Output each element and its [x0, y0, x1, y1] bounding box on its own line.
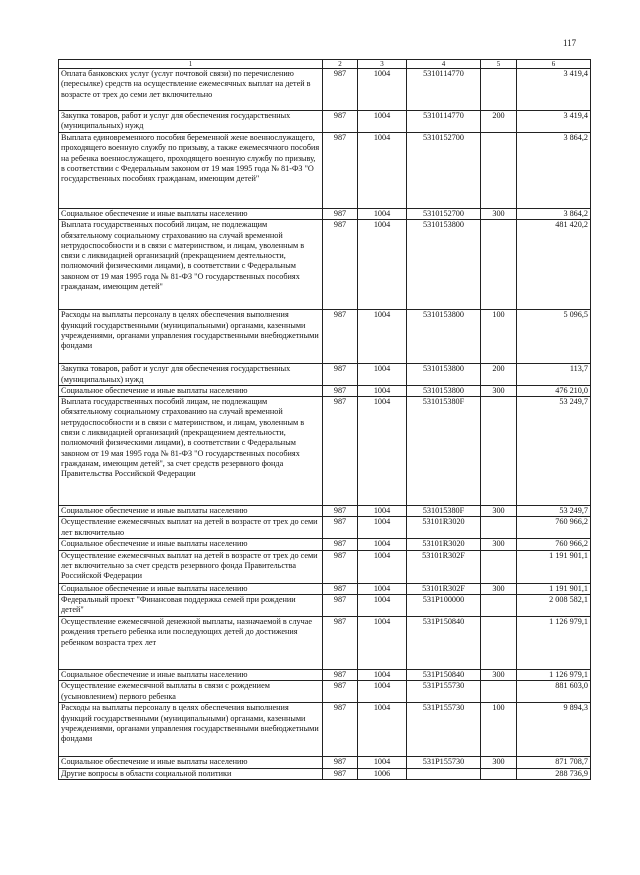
- cell-vr: 200: [481, 364, 517, 386]
- cell-vr: [481, 69, 517, 111]
- cell-rz: 1004: [358, 703, 407, 757]
- cell-grbs: 987: [323, 757, 358, 768]
- cell-csr: 5310114770: [407, 111, 481, 133]
- table-row: [59, 703, 591, 757]
- cell-sum: 1 126 979,1: [517, 617, 591, 670]
- cell-csr: 531015380F: [407, 397, 481, 506]
- cell-rz: 1004: [358, 670, 407, 681]
- cell-csr: 531015380F: [407, 506, 481, 517]
- cell-sum: 3 419,4: [517, 111, 591, 133]
- cell-name: Осуществление ежемесячных выплат на детей в возрасте от трех до семи лет включительно за счет средств резервного фонда Правительства Российской Федерации: [59, 550, 323, 583]
- cell-rz: 1004: [358, 595, 407, 617]
- cell-sum: 53 249,7: [517, 397, 591, 506]
- cell-rz: 1004: [358, 757, 407, 768]
- page-number: 117: [563, 38, 577, 48]
- table-row: [59, 69, 591, 111]
- cell-vr: 300: [481, 506, 517, 517]
- cell-csr: 531P150840: [407, 617, 481, 670]
- cell-rz: 1004: [358, 517, 407, 539]
- cell-sum: 113,7: [517, 364, 591, 386]
- table-row: [59, 681, 591, 703]
- cell-name: Осуществление ежемесячных выплат на детей в возрасте от трех до семи лет включительно: [59, 517, 323, 539]
- cell-rz: 1004: [358, 583, 407, 594]
- cell-grbs: 987: [323, 595, 358, 617]
- cell-rz: 1004: [358, 681, 407, 703]
- cell-rz: 1004: [358, 550, 407, 583]
- table-row: [59, 385, 591, 396]
- cell-vr: 200: [481, 111, 517, 133]
- cell-rz: 1004: [358, 385, 407, 396]
- cell-sum: 5 096,5: [517, 310, 591, 364]
- cell-csr: 531P100000: [407, 595, 481, 617]
- table-row: [59, 364, 591, 386]
- cell-rz: 1004: [358, 133, 407, 209]
- cell-grbs: 987: [323, 310, 358, 364]
- table-row: [59, 617, 591, 670]
- cell-rz: 1004: [358, 220, 407, 310]
- cell-grbs: 987: [323, 209, 358, 220]
- cell-csr: [407, 768, 481, 779]
- cell-grbs: 987: [323, 681, 358, 703]
- cell-name: Социальное обеспечение и иные выплаты населению: [59, 209, 323, 220]
- table-row: [59, 768, 591, 779]
- cell-csr: 5310153800: [407, 220, 481, 310]
- cell-rz: 1004: [358, 617, 407, 670]
- cell-name: Выплата государственных пособий лицам, не подлежащим обязательному социальному страхованию на случай временной нетрудоспособности и в связи с материнством, и лицам, уволенным в связи с ликвидацией организаций (прекращением деятельности, полномочий физическими лицами), в соответствии с Федеральным законом от 19 мая 1995 года № 81-ФЗ "О государственных пособиях гражданам, имеющим детей": [59, 220, 323, 310]
- cell-vr: 300: [481, 539, 517, 550]
- cell-grbs: 987: [323, 397, 358, 506]
- cell-name: Расходы на выплаты персоналу в целях обеспечения выполнения функций государственными (муниципальными) органами, казенными учреждениями, органами управления государственными внебюджетными фондами: [59, 310, 323, 364]
- table-row: [59, 517, 591, 539]
- cell-sum: 760 966,2: [517, 517, 591, 539]
- cell-grbs: 987: [323, 133, 358, 209]
- cell-sum: 881 603,0: [517, 681, 591, 703]
- table-row: [59, 583, 591, 594]
- cell-sum: 871 708,7: [517, 757, 591, 768]
- cell-grbs: 987: [323, 583, 358, 594]
- cell-name: Выплата единовременного пособия беременной жене военнослужащего, проходящего военную службу по призыву, а также ежемесячного пособия на ребенка военнослужащего, проходящего военную службу по призыву, в соответствии с Федеральным законом от 19 мая 1995 года № 81-ФЗ "О государственных пособиях гражданам, имеющим детей": [59, 133, 323, 209]
- header-col-6: 6: [517, 60, 591, 69]
- cell-sum: 9 894,3: [517, 703, 591, 757]
- cell-vr: 300: [481, 583, 517, 594]
- cell-vr: 300: [481, 670, 517, 681]
- cell-sum: 760 966,2: [517, 539, 591, 550]
- cell-vr: [481, 220, 517, 310]
- cell-name: Расходы на выплаты персоналу в целях обеспечения выполнения функций государственными (муниципальными) органами, казенными учреждениями, органами управления государственными внебюджетными фондами: [59, 703, 323, 757]
- cell-name: Оплата банковских услуг (услуг почтовой связи) по перечислению (пересылке) средств на осуществление ежемесячных выплат на детей в возрасте от трех до семи лет включительно: [59, 69, 323, 111]
- cell-sum: 3 419,4: [517, 69, 591, 111]
- table-row: [59, 550, 591, 583]
- cell-name: Закупка товаров, работ и услуг для обеспечения государственных (муниципальных) нужд: [59, 364, 323, 386]
- cell-rz: 1004: [358, 397, 407, 506]
- cell-csr: 53101R302F: [407, 583, 481, 594]
- cell-name: Выплата государственных пособий лицам, не подлежащим обязательному социальному страхованию на случай временной нетрудоспособности и в связи с материнством, и лицам, уволенным в связи с ликвидацией организаций (прекращением деятельности, полномочий физическими лицами), в соответствии с Федеральным законом от 19 мая 1995 года № 81-ФЗ "О государственных пособиях гражданам, имеющим детей", за счет средств резервного фонда Правительства Российской Федерации: [59, 397, 323, 506]
- cell-grbs: 987: [323, 539, 358, 550]
- table-row: [59, 209, 591, 220]
- cell-name: Осуществление ежемесячной выплаты в связи с рождением (усыновлением) первого ребенка: [59, 681, 323, 703]
- table-row: [59, 539, 591, 550]
- cell-name: Социальное обеспечение и иные выплаты населению: [59, 506, 323, 517]
- cell-vr: [481, 768, 517, 779]
- table-row: [59, 757, 591, 768]
- cell-rz: 1004: [358, 209, 407, 220]
- cell-csr: 531P155730: [407, 757, 481, 768]
- cell-vr: [481, 517, 517, 539]
- cell-csr: 53101R3020: [407, 517, 481, 539]
- table-row: [59, 506, 591, 517]
- cell-csr: 5310152700: [407, 209, 481, 220]
- cell-sum: 481 420,2: [517, 220, 591, 310]
- cell-csr: 53101R3020: [407, 539, 481, 550]
- cell-vr: [481, 550, 517, 583]
- cell-name: Закупка товаров, работ и услуг для обеспечения государственных (муниципальных) нужд: [59, 111, 323, 133]
- cell-rz: 1004: [358, 69, 407, 111]
- cell-sum: 1 191 901,1: [517, 583, 591, 594]
- cell-sum: 2 008 582,1: [517, 595, 591, 617]
- cell-rz: 1004: [358, 539, 407, 550]
- cell-rz: 1006: [358, 768, 407, 779]
- cell-csr: 53101R302F: [407, 550, 481, 583]
- cell-vr: [481, 397, 517, 506]
- table-header-row: [59, 60, 591, 69]
- header-col-2: 2: [323, 60, 358, 69]
- cell-name: Социальное обеспечение и иные выплаты населению: [59, 385, 323, 396]
- cell-vr: 300: [481, 385, 517, 396]
- header-col-3: 3: [358, 60, 407, 69]
- cell-rz: 1004: [358, 506, 407, 517]
- cell-vr: 300: [481, 757, 517, 768]
- cell-vr: [481, 617, 517, 670]
- table-row: [59, 595, 591, 617]
- cell-grbs: 987: [323, 617, 358, 670]
- cell-sum: 53 249,7: [517, 506, 591, 517]
- cell-rz: 1004: [358, 111, 407, 133]
- cell-grbs: 987: [323, 550, 358, 583]
- cell-name: Социальное обеспечение и иные выплаты населению: [59, 583, 323, 594]
- cell-vr: 300: [481, 209, 517, 220]
- cell-name: Социальное обеспечение и иные выплаты населению: [59, 539, 323, 550]
- cell-csr: 531P155730: [407, 681, 481, 703]
- cell-grbs: 987: [323, 506, 358, 517]
- table-row: [59, 670, 591, 681]
- cell-grbs: 987: [323, 517, 358, 539]
- cell-grbs: 987: [323, 385, 358, 396]
- cell-vr: [481, 595, 517, 617]
- header-col-4: 4: [407, 60, 481, 69]
- table-row: [59, 111, 591, 133]
- cell-grbs: 987: [323, 69, 358, 111]
- cell-csr: 531P155730: [407, 703, 481, 757]
- cell-sum: 288 736,9: [517, 768, 591, 779]
- cell-csr: 5310114770: [407, 69, 481, 111]
- cell-name: Социальное обеспечение и иные выплаты населению: [59, 757, 323, 768]
- cell-vr: [481, 133, 517, 209]
- table-row: [59, 310, 591, 364]
- cell-sum: 1 191 901,1: [517, 550, 591, 583]
- cell-name: Социальное обеспечение и иные выплаты населению: [59, 670, 323, 681]
- cell-csr: 5310153800: [407, 364, 481, 386]
- cell-sum: 3 864,2: [517, 209, 591, 220]
- cell-vr: 100: [481, 703, 517, 757]
- cell-name: Федеральный проект "Финансовая поддержка семей при рождении детей": [59, 595, 323, 617]
- table-row: [59, 133, 591, 209]
- cell-grbs: 987: [323, 220, 358, 310]
- header-col-5: 5: [481, 60, 517, 69]
- cell-grbs: 987: [323, 670, 358, 681]
- table-row: [59, 220, 591, 310]
- cell-grbs: 987: [323, 703, 358, 757]
- table-row: [59, 397, 591, 506]
- cell-sum: 476 210,0: [517, 385, 591, 396]
- budget-table: [58, 59, 591, 780]
- cell-vr: 100: [481, 310, 517, 364]
- cell-csr: 531P150840: [407, 670, 481, 681]
- cell-grbs: 987: [323, 364, 358, 386]
- cell-csr: 5310153800: [407, 385, 481, 396]
- cell-rz: 1004: [358, 364, 407, 386]
- cell-grbs: 987: [323, 768, 358, 779]
- cell-grbs: 987: [323, 111, 358, 133]
- header-col-1: 1: [59, 60, 323, 69]
- cell-sum: 1 126 979,1: [517, 670, 591, 681]
- cell-name: Осуществление ежемесячной денежной выплаты, назначаемой в случае рождения третьего ребенка или последующих детей до достижения ребенком возраста трех лет: [59, 617, 323, 670]
- cell-csr: 5310153800: [407, 310, 481, 364]
- cell-sum: 3 864,2: [517, 133, 591, 209]
- cell-name: Другие вопросы в области социальной политики: [59, 768, 323, 779]
- cell-rz: 1004: [358, 310, 407, 364]
- cell-vr: [481, 681, 517, 703]
- cell-csr: 5310152700: [407, 133, 481, 209]
